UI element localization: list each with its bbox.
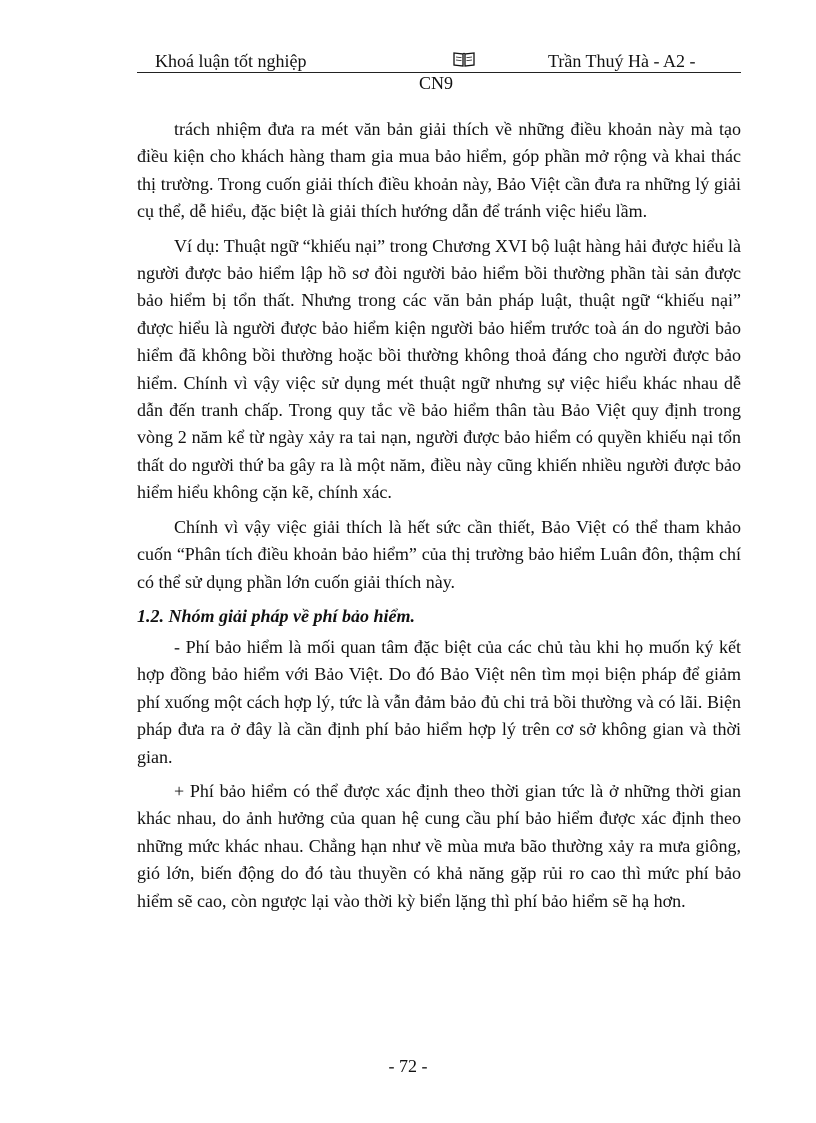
paragraph-1: trách nhiệm đưa ra mét văn bản giải thích về những điều khoản này mà tạo điều kiện cho khách hàng tham gia mua bảo hiểm, góp phần mở rộng và khai thác thị trường. Trong cuốn giải thích điều khoản này, Bảo Việt cần đưa ra những lý giải cụ thể, dễ hiểu, đặc biệt là giải thích hướng dẫn để tránh việc hiểu lầm. bbox=[137, 119, 741, 222]
section-heading: 1.2. Nhóm giải pháp về phí bảo hiểm. bbox=[137, 605, 416, 626]
header-author: Trần Thuý Hà - A2 - bbox=[548, 51, 696, 71]
page-header bbox=[137, 50, 741, 73]
header-thesis-title: Khoá luận tốt nghiệp bbox=[155, 51, 307, 71]
open-book-icon bbox=[453, 51, 475, 67]
paragraph-5: + Phí bảo hiểm có thể được xác định theo thời gian tức là ở những thời gian khác nhau, do ảnh hưởng của quan hệ cung cầu phí bảo hiểm được xác định theo những mức khác nhau. Chẳng hạn như về mùa mưa bão thường xảy ra mưa giông, gió lớn, biến động do đó tàu thuyền có khả năng gặp rủi ro cao thì mức phí bảo hiểm sẽ cao, còn ngược lại vào thời kỳ biển lặng thì phí bảo hiểm sẽ hạ hơn. bbox=[137, 780, 741, 911]
paragraph-2: Ví dụ: Thuật ngữ “khiếu nại” trong Chương XVI bộ luật hàng hải được hiểu là người được bảo hiểm lập hồ sơ đòi người bảo hiểm bồi thường phần tài sản được bảo hiểm bị tổn thất. Nhưng trong các văn bản pháp luật, thuật ngữ “khiếu nại” được hiểu là người được bảo hiểm kiện người bảo hiểm trước toà án do người bảo hiểm đã không bồi thường hoặc bồi thường không thoả đáng cho người được bảo hiểm. Chính vì vậy việc sử dụng mét thuật ngữ nhưng sự việc hiểu khác nhau dễ dẫn đến tranh chấp. Trong quy tắc về bảo hiểm thân tàu Bảo Việt quy định trong vòng 2 năm kể từ ngày xảy ra tai nạn, người được bảo hiểm có quyền khiếu nại tổn thất do người thứ ba gây ra là một năm, điều này cũng khiến nhiều người được bảo hiểm hiểu không cặn kẽ, chính xác. bbox=[137, 235, 741, 503]
paragraph-4: - Phí bảo hiểm là mối quan tâm đặc biệt của các chủ tàu khi họ muốn ký kết hợp đồng bảo hiểm với Bảo Việt. Do đó Bảo Việt nên tìm mọi biện pháp để giảm phí xuống một cách hợp lý, tức là vẫn đảm bảo đủ chi trả bồi thường và có lãi. Biện pháp đưa ra ở đây là cần định phí bảo hiểm hợp lý trên cơ sở không gian và thời gian. bbox=[137, 636, 741, 767]
paragraph-3: Chính vì vậy việc giải thích là hết sức cần thiết, Bảo Việt có thể tham khảo cuốn “Phân tích điều khoản bảo hiểm” của thị trường bảo hiểm Luân đôn, thậm chí có thể sử dụng phần lớn cuốn giải thích này. bbox=[137, 516, 741, 592]
page-body bbox=[137, 116, 741, 922]
page-number: - 72 - bbox=[388, 1056, 428, 1076]
header-author-continued: CN9 bbox=[419, 73, 454, 93]
